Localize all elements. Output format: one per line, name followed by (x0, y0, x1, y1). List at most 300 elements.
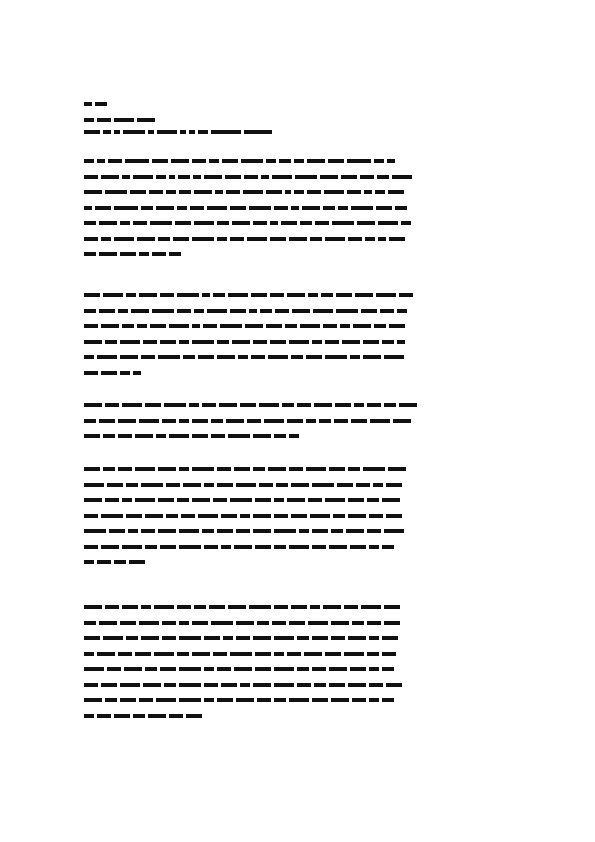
illegible-word (245, 324, 263, 328)
illegible-word (253, 683, 271, 687)
illegible-word (253, 434, 271, 438)
illegible-word (360, 175, 374, 179)
illegible-word (336, 293, 352, 297)
illegible-word (126, 636, 138, 640)
illegible-word (287, 498, 305, 502)
illegible-word (282, 403, 294, 407)
illegible-word (264, 419, 284, 423)
illegible-word (356, 483, 370, 487)
illegible-word (177, 652, 189, 656)
illegible-word (190, 206, 204, 210)
illegible-word (118, 309, 128, 313)
paragraph-5-line (84, 635, 401, 641)
illegible-word (192, 498, 210, 502)
illegible-word (287, 293, 305, 297)
illegible-word (179, 190, 191, 194)
illegible-word (179, 636, 201, 640)
illegible-word (247, 237, 267, 241)
illegible-word (382, 498, 400, 502)
illegible-word (270, 221, 278, 225)
illegible-word (315, 221, 329, 225)
illegible-word (114, 714, 130, 718)
illegible-word (135, 467, 155, 471)
illegible-word (137, 118, 155, 122)
illegible-word (401, 221, 411, 225)
illegible-word (84, 102, 92, 106)
illegible-word (122, 545, 142, 549)
illegible-word (133, 371, 141, 375)
illegible-word (308, 498, 322, 502)
illegible-word (114, 560, 126, 564)
illegible-word (103, 434, 115, 438)
illegible-word (241, 159, 263, 163)
illegible-word (84, 206, 92, 210)
illegible-word (307, 190, 321, 194)
illegible-word (84, 714, 94, 718)
illegible-word (382, 667, 394, 671)
illegible-word (192, 340, 214, 344)
illegible-word (310, 237, 322, 241)
illegible-word (325, 652, 341, 656)
paragraph-1-line (84, 174, 415, 180)
illegible-word (204, 667, 214, 671)
illegible-word (312, 340, 322, 344)
illegible-word (279, 159, 291, 163)
illegible-word (114, 206, 138, 210)
illegible-word (204, 636, 220, 640)
illegible-word (156, 175, 166, 179)
illegible-word (160, 293, 174, 297)
illegible-word (270, 237, 286, 241)
illegible-word (114, 130, 120, 134)
illegible-word (105, 403, 119, 407)
illegible-word (335, 403, 351, 407)
illegible-word (122, 403, 142, 407)
illegible-word (122, 324, 134, 328)
illegible-word (137, 324, 147, 328)
illegible-word (344, 652, 364, 656)
illegible-word (211, 419, 223, 423)
illegible-word (192, 324, 200, 328)
illegible-word (384, 355, 404, 359)
illegible-word (139, 698, 153, 702)
illegible-word (369, 636, 379, 640)
illegible-word (154, 605, 174, 609)
illegible-word (251, 355, 265, 359)
illegible-word (389, 324, 405, 328)
illegible-word (323, 324, 337, 328)
header-line-course (84, 117, 158, 123)
illegible-word (297, 636, 309, 640)
illegible-word (207, 309, 227, 313)
illegible-word (323, 206, 335, 210)
illegible-word (107, 483, 123, 487)
illegible-word (310, 605, 320, 609)
illegible-word (247, 419, 261, 423)
illegible-word (323, 605, 341, 609)
illegible-word (101, 237, 111, 241)
illegible-word (289, 340, 309, 344)
illegible-word (150, 221, 172, 225)
illegible-word (179, 467, 189, 471)
illegible-word (189, 130, 195, 134)
illegible-word (268, 467, 286, 471)
illegible-word (236, 636, 250, 640)
illegible-word (114, 118, 134, 122)
illegible-word (204, 698, 214, 702)
illegible-word (209, 605, 225, 609)
illegible-word (232, 340, 250, 344)
illegible-word (352, 698, 366, 702)
illegible-word (395, 206, 407, 210)
illegible-word (378, 237, 386, 241)
illegible-word (331, 698, 349, 702)
illegible-word (141, 605, 151, 609)
illegible-word (221, 514, 237, 518)
illegible-word (217, 355, 235, 359)
illegible-word (312, 698, 328, 702)
illegible-word (399, 403, 417, 407)
illegible-word (160, 545, 176, 549)
illegible-word (145, 514, 163, 518)
illegible-word (223, 636, 233, 640)
illegible-word (351, 419, 367, 423)
illegible-word (221, 545, 231, 549)
illegible-word (177, 498, 189, 502)
illegible-word (312, 483, 334, 487)
illegible-word (270, 340, 286, 344)
illegible-word (291, 483, 309, 487)
paragraph-5-line (84, 713, 205, 719)
paragraph-1-line (84, 220, 414, 226)
illegible-word (204, 175, 222, 179)
illegible-word (361, 605, 381, 609)
illegible-word (348, 514, 366, 518)
illegible-word (249, 309, 257, 313)
paragraph-4-line (84, 466, 409, 472)
illegible-word (325, 498, 345, 502)
illegible-word (387, 159, 395, 163)
illegible-word (222, 159, 238, 163)
illegible-word (179, 683, 201, 687)
illegible-word (84, 175, 98, 179)
paragraph-1-line (84, 236, 408, 242)
illegible-word (226, 419, 244, 423)
illegible-word (274, 652, 284, 656)
illegible-word (135, 434, 153, 438)
illegible-word (289, 621, 305, 625)
illegible-word (120, 683, 140, 687)
illegible-word (217, 529, 233, 533)
illegible-word (84, 340, 102, 344)
illegible-word (308, 621, 328, 625)
illegible-word (350, 545, 366, 549)
paragraph-2-line (84, 370, 144, 376)
illegible-word (84, 403, 102, 407)
illegible-word (259, 483, 273, 487)
illegible-word (135, 652, 151, 656)
illegible-word (130, 190, 146, 194)
illegible-word (105, 190, 127, 194)
illegible-word (141, 529, 155, 533)
illegible-word (202, 403, 216, 407)
illegible-word (156, 434, 166, 438)
illegible-word (374, 324, 386, 328)
illegible-word (217, 467, 231, 471)
illegible-word (193, 175, 201, 179)
paragraph-5-line (84, 682, 405, 688)
illegible-word (274, 667, 294, 671)
illegible-word (255, 652, 271, 656)
illegible-word (204, 483, 214, 487)
illegible-word (374, 159, 384, 163)
illegible-word (179, 667, 201, 671)
illegible-word (230, 652, 252, 656)
illegible-word (164, 683, 176, 687)
illegible-word (257, 621, 269, 625)
illegible-word (240, 514, 250, 518)
illegible-word (120, 621, 136, 625)
header-line-name (84, 101, 110, 107)
illegible-word (230, 237, 244, 241)
paragraph-2-line (84, 292, 416, 298)
illegible-word (370, 419, 390, 423)
illegible-word (177, 605, 191, 609)
illegible-word (236, 483, 256, 487)
illegible-word (101, 545, 119, 549)
illegible-word (285, 324, 297, 328)
illegible-word (179, 419, 189, 423)
illegible-word (194, 221, 214, 225)
illegible-word (334, 419, 348, 423)
illegible-word (251, 293, 267, 297)
illegible-word (135, 498, 155, 502)
illegible-word (105, 698, 117, 702)
paragraph-4-line (84, 544, 397, 550)
illegible-word (84, 498, 102, 502)
illegible-word (292, 309, 310, 313)
illegible-word (382, 340, 394, 344)
illegible-word (289, 237, 307, 241)
illegible-word (99, 419, 115, 423)
illegible-word (236, 621, 254, 625)
illegible-word (213, 652, 227, 656)
illegible-word (329, 667, 347, 671)
illegible-word (307, 159, 325, 163)
illegible-word (97, 560, 111, 564)
illegible-word (145, 545, 157, 549)
illegible-word (198, 514, 218, 518)
paragraph-3-line (84, 402, 420, 408)
illegible-word (287, 419, 303, 423)
illegible-word (261, 175, 269, 179)
illegible-word (217, 221, 229, 225)
illegible-word (386, 514, 402, 518)
illegible-word (143, 683, 161, 687)
illegible-word (272, 175, 292, 179)
illegible-word (192, 159, 206, 163)
illegible-word (308, 293, 318, 297)
paragraph-4-line (84, 497, 403, 503)
illegible-word (120, 252, 136, 256)
illegible-word (158, 355, 180, 359)
illegible-word (84, 118, 94, 122)
illegible-word (211, 130, 241, 134)
header-line-date (84, 129, 275, 135)
illegible-word (331, 621, 349, 625)
illegible-word (141, 206, 153, 210)
illegible-word (105, 605, 119, 609)
illegible-word (120, 221, 130, 225)
illegible-word (275, 309, 289, 313)
illegible-word (156, 698, 176, 702)
illegible-word (109, 529, 125, 533)
illegible-word (133, 714, 145, 718)
illegible-word (105, 498, 119, 502)
illegible-word (192, 237, 214, 241)
illegible-word (285, 190, 291, 194)
illegible-word (257, 698, 271, 702)
illegible-word (336, 309, 358, 313)
illegible-word (320, 175, 338, 179)
illegible-word (244, 130, 272, 134)
illegible-word (348, 498, 364, 502)
illegible-word (228, 293, 248, 297)
illegible-word (97, 652, 115, 656)
illegible-word (148, 130, 154, 134)
illegible-word (175, 221, 191, 225)
paragraph-2-line (84, 308, 410, 314)
illegible-word (217, 237, 227, 241)
illegible-word (255, 498, 271, 502)
illegible-word (128, 529, 138, 533)
illegible-word (306, 355, 322, 359)
illegible-word (234, 467, 250, 471)
illegible-word (300, 324, 320, 328)
illegible-word (84, 293, 100, 297)
illegible-word (84, 324, 98, 328)
illegible-word (179, 340, 189, 344)
illegible-word (369, 514, 383, 518)
illegible-word (204, 683, 218, 687)
illegible-word (211, 434, 225, 438)
illegible-word (367, 498, 379, 502)
illegible-word (348, 237, 362, 241)
illegible-word (162, 621, 176, 625)
illegible-word (378, 221, 398, 225)
illegible-word (392, 175, 412, 179)
illegible-word (386, 483, 402, 487)
illegible-word (325, 355, 347, 359)
illegible-word (192, 621, 208, 625)
illegible-word (274, 514, 288, 518)
illegible-word (101, 683, 117, 687)
illegible-word (312, 529, 328, 533)
illegible-word (152, 309, 174, 313)
illegible-word (297, 683, 311, 687)
paragraph-2-line (84, 323, 408, 329)
illegible-word (84, 159, 94, 163)
illegible-word (397, 340, 405, 344)
illegible-word (221, 683, 237, 687)
paragraph-1-line (84, 205, 410, 211)
illegible-word (103, 467, 115, 471)
illegible-word (84, 467, 100, 471)
illegible-word (217, 667, 231, 671)
illegible-word (120, 371, 130, 375)
illegible-word (300, 221, 312, 225)
illegible-word (253, 636, 271, 640)
illegible-word (274, 605, 288, 609)
illegible-word (314, 403, 332, 407)
illegible-word (157, 130, 177, 134)
illegible-word (325, 340, 339, 344)
illegible-word (274, 636, 294, 640)
illegible-word (192, 419, 208, 423)
illegible-word (101, 371, 117, 375)
illegible-word (192, 434, 208, 438)
illegible-word (382, 698, 394, 702)
illegible-word (240, 403, 256, 407)
illegible-word (386, 683, 402, 687)
illegible-word (348, 467, 360, 471)
illegible-word (84, 221, 96, 225)
illegible-word (382, 652, 396, 656)
illegible-word (382, 545, 394, 549)
illegible-word (384, 605, 400, 609)
illegible-word (178, 175, 190, 179)
illegible-word (103, 130, 111, 134)
illegible-word (169, 324, 189, 328)
illegible-word (287, 652, 301, 656)
illegible-word (253, 221, 267, 225)
illegible-word (84, 514, 98, 518)
illegible-word (230, 309, 246, 313)
illegible-word (97, 714, 111, 718)
illegible-word (232, 221, 250, 225)
illegible-word (369, 698, 379, 702)
illegible-word (274, 698, 286, 702)
illegible-word (202, 293, 210, 297)
illegible-word (230, 498, 252, 502)
illegible-word (266, 190, 282, 194)
paragraph-5-line (84, 651, 399, 657)
illegible-word (357, 221, 375, 225)
illegible-word (297, 403, 311, 407)
illegible-word (276, 483, 288, 487)
illegible-word (348, 636, 366, 640)
illegible-word (314, 683, 326, 687)
illegible-word (274, 206, 288, 210)
illegible-word (380, 309, 394, 313)
paragraph-4-line (84, 513, 405, 519)
illegible-word (133, 221, 147, 225)
illegible-word (350, 667, 366, 671)
illegible-word (101, 175, 119, 179)
illegible-word (139, 621, 159, 625)
illegible-word (369, 683, 383, 687)
illegible-word (367, 403, 381, 407)
illegible-word (369, 545, 379, 549)
illegible-word (253, 514, 271, 518)
illegible-word (194, 190, 212, 194)
illegible-word (158, 467, 176, 471)
illegible-word (131, 309, 149, 313)
illegible-word (160, 667, 176, 671)
illegible-word (363, 355, 381, 359)
illegible-word (120, 698, 136, 702)
illegible-word (319, 419, 331, 423)
